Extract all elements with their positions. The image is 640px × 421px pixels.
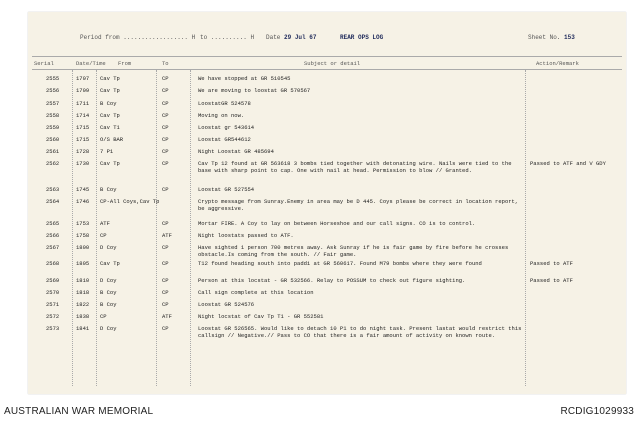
to-cell: ATF xyxy=(162,313,172,320)
serial-cell: 2562 xyxy=(46,160,60,167)
serial-cell: 2558 xyxy=(46,112,60,119)
col-datetime: Date/Time xyxy=(76,60,106,67)
subject-cell: T12 found heading south into paddi at GR 560617. Found M79 bombs where they were found xyxy=(198,260,482,267)
serial-cell: 2566 xyxy=(46,232,60,239)
from-cell: 7 P1 xyxy=(100,148,114,155)
from-cell: CP-All Coys,Cav Tp xyxy=(100,198,160,205)
time-cell: 1805 xyxy=(76,260,90,267)
divider-to xyxy=(190,70,191,386)
subject-cell: Loostat gr 543614 xyxy=(198,124,255,131)
period-from: Period from .................. H xyxy=(80,34,196,41)
divider-serial xyxy=(72,70,73,386)
to-cell: CP xyxy=(162,325,169,332)
from-cell: CP xyxy=(100,313,107,320)
time-cell: 1728 xyxy=(76,148,90,155)
date-field xyxy=(266,34,316,41)
subject-cell: Person at this locstat - GR 532566. Relay to POSSUM to check out figure sighting. xyxy=(198,277,466,284)
time-cell: 1758 xyxy=(76,232,90,239)
subject-cell: Loostat GR 524576 xyxy=(198,301,255,308)
subject-cell: We have stopped at GR 510545 xyxy=(198,75,291,82)
from-cell: D Coy xyxy=(100,244,117,251)
unit-field xyxy=(340,34,383,41)
time-cell: 1709 xyxy=(76,87,90,94)
subject-cell: LoostatGR 524578 xyxy=(198,100,251,107)
date-value: 29 Jul 67 xyxy=(284,34,317,41)
log-sheet xyxy=(28,12,626,394)
serial-cell: 2570 xyxy=(46,289,60,296)
from-cell: Cav Tp xyxy=(100,112,120,119)
period-from-h: H xyxy=(191,34,196,41)
serial-cell: 2573 xyxy=(46,325,60,332)
to-cell: CP xyxy=(162,112,169,119)
subject-cell: Night locstat of Cav Tp T1 - GR 552581 xyxy=(198,313,324,320)
from-cell: O/S BAR xyxy=(100,136,124,143)
from-cell: B Coy xyxy=(100,301,117,308)
subject-cell: Night Loostat GR 485694 xyxy=(198,148,274,155)
to-cell: CP xyxy=(162,100,169,107)
from-cell: Cav Tp xyxy=(100,75,120,82)
action-cell: Passed to ATF and V GDY xyxy=(530,160,606,167)
serial-cell: 2556 xyxy=(46,87,60,94)
serial-cell: 2569 xyxy=(46,277,60,284)
time-cell: 1746 xyxy=(76,198,90,205)
from-cell: B Coy xyxy=(100,289,117,296)
from-cell: Cav T1 xyxy=(100,124,120,131)
to-cell: CP xyxy=(162,260,169,267)
from-cell: D Coy xyxy=(100,325,117,332)
from-cell: D Coy xyxy=(100,277,117,284)
to-cell: CP xyxy=(162,289,169,296)
serial-cell: 2572 xyxy=(46,313,60,320)
subject-cell: Loostat GR 526565. Would like to detach 10 P1 to do night task. Present lastat would restrict this callsign // Negative.// Pass to CO that there is a fair amount of activity on known route. xyxy=(198,325,522,339)
period-to-h: H xyxy=(250,34,255,41)
period-from-label: Period from xyxy=(80,34,120,41)
time-cell: 1730 xyxy=(76,160,90,167)
footer-right: RCDIG1029933 xyxy=(560,406,634,417)
col-from: From xyxy=(118,60,132,67)
subject-cell: Mortar FIRE. A Coy to lay on between Horseshoe and our call signs. CO is to control. xyxy=(198,220,476,227)
subject-cell: Moving on now. xyxy=(198,112,245,119)
time-cell: 1745 xyxy=(76,186,90,193)
sheet-number xyxy=(528,34,575,41)
from-cell: Cav Tp xyxy=(100,160,120,167)
serial-cell: 2557 xyxy=(46,100,60,107)
time-cell: 1715 xyxy=(76,124,90,131)
time-cell: 1822 xyxy=(76,301,90,308)
action-cell: Passed to ATF xyxy=(530,260,573,267)
time-cell: 1800 xyxy=(76,244,90,251)
serial-cell: 2563 xyxy=(46,186,60,193)
subject-cell: We are moving to loostat GR 570567 xyxy=(198,87,311,94)
to-cell: CP xyxy=(162,148,169,155)
time-cell: 1841 xyxy=(76,325,90,332)
to-cell: CP xyxy=(162,87,169,94)
subject-cell: Loostat GR544612 xyxy=(198,136,251,143)
subject-cell: Call sign complete at this location xyxy=(198,289,314,296)
time-cell: 1715 xyxy=(76,136,90,143)
col-to: To xyxy=(162,60,169,67)
serial-cell: 2567 xyxy=(46,244,60,251)
serial-cell: 2564 xyxy=(46,198,60,205)
period-to: to .......... H xyxy=(200,34,255,41)
from-cell: B Coy xyxy=(100,100,117,107)
to-cell: CP xyxy=(162,124,169,131)
from-cell: ATF xyxy=(100,220,110,227)
serial-cell: 2568 xyxy=(46,260,60,267)
col-subject: Subject or detail xyxy=(304,60,361,67)
sheet-label: Sheet No. xyxy=(528,34,561,41)
period-to-label: to xyxy=(200,34,208,41)
serial-cell: 2560 xyxy=(46,136,60,143)
footer-left: AUSTRALIAN WAR MEMORIAL xyxy=(4,406,154,417)
time-cell: 1711 xyxy=(76,100,90,107)
col-serial: Serial xyxy=(34,60,54,67)
header-rule xyxy=(32,69,622,70)
unit-value: REAR OPS LOG xyxy=(340,34,384,41)
from-cell: CP xyxy=(100,232,107,239)
from-cell: B Coy xyxy=(100,186,117,193)
serial-cell: 2571 xyxy=(46,301,60,308)
time-cell: 1818 xyxy=(76,289,90,296)
from-cell: Cav Tp xyxy=(100,87,120,94)
subject-cell: Have sighted 1 person 700 metres away. Ask Sunray if he is fair game by fire before he crosses obstacle.Is coming from the south. // Fair game. xyxy=(198,244,509,258)
subject-cell: Crypto message from Sunray.Enemy in area may be D 445. Coys please be correct in location report, be aggressive. xyxy=(198,198,519,212)
subject-cell: Cav Tp 12 found at GR 563618 3 bombs tied together with detonating wire. Nails were tied to the base with sharp point to cap. One with nail at head. Permission to blow // Granted. xyxy=(198,160,512,174)
sheet-value: 153 xyxy=(564,34,575,41)
serial-cell: 2559 xyxy=(46,124,60,131)
time-cell: 1707 xyxy=(76,75,90,82)
to-cell: CP xyxy=(162,244,169,251)
divider-from xyxy=(156,70,157,386)
from-cell: Cav Tp xyxy=(100,260,120,267)
to-cell: CP xyxy=(162,220,169,227)
time-cell: 1810 xyxy=(76,277,90,284)
to-cell: CP xyxy=(162,186,169,193)
to-cell: ATF xyxy=(162,232,172,239)
serial-cell: 2561 xyxy=(46,148,60,155)
time-cell: 1838 xyxy=(76,313,90,320)
subject-cell: Loostat GR 527554 xyxy=(198,186,255,193)
time-cell: 1714 xyxy=(76,112,90,119)
to-cell: CP xyxy=(162,75,169,82)
date-label: Date xyxy=(266,34,281,41)
to-cell: CP xyxy=(162,301,169,308)
col-action: Action/Remark xyxy=(536,60,579,67)
subject-cell: Night loostats passed to ATF. xyxy=(198,232,294,239)
time-cell: 1753 xyxy=(76,220,90,227)
to-cell: CP xyxy=(162,160,169,167)
to-cell: CP xyxy=(162,136,169,143)
top-rule xyxy=(32,56,622,57)
action-cell: Passed to ATF xyxy=(530,277,573,284)
divider-datetime xyxy=(96,70,97,386)
serial-cell: 2555 xyxy=(46,75,60,82)
to-cell: CP xyxy=(162,277,169,284)
serial-cell: 2565 xyxy=(46,220,60,227)
